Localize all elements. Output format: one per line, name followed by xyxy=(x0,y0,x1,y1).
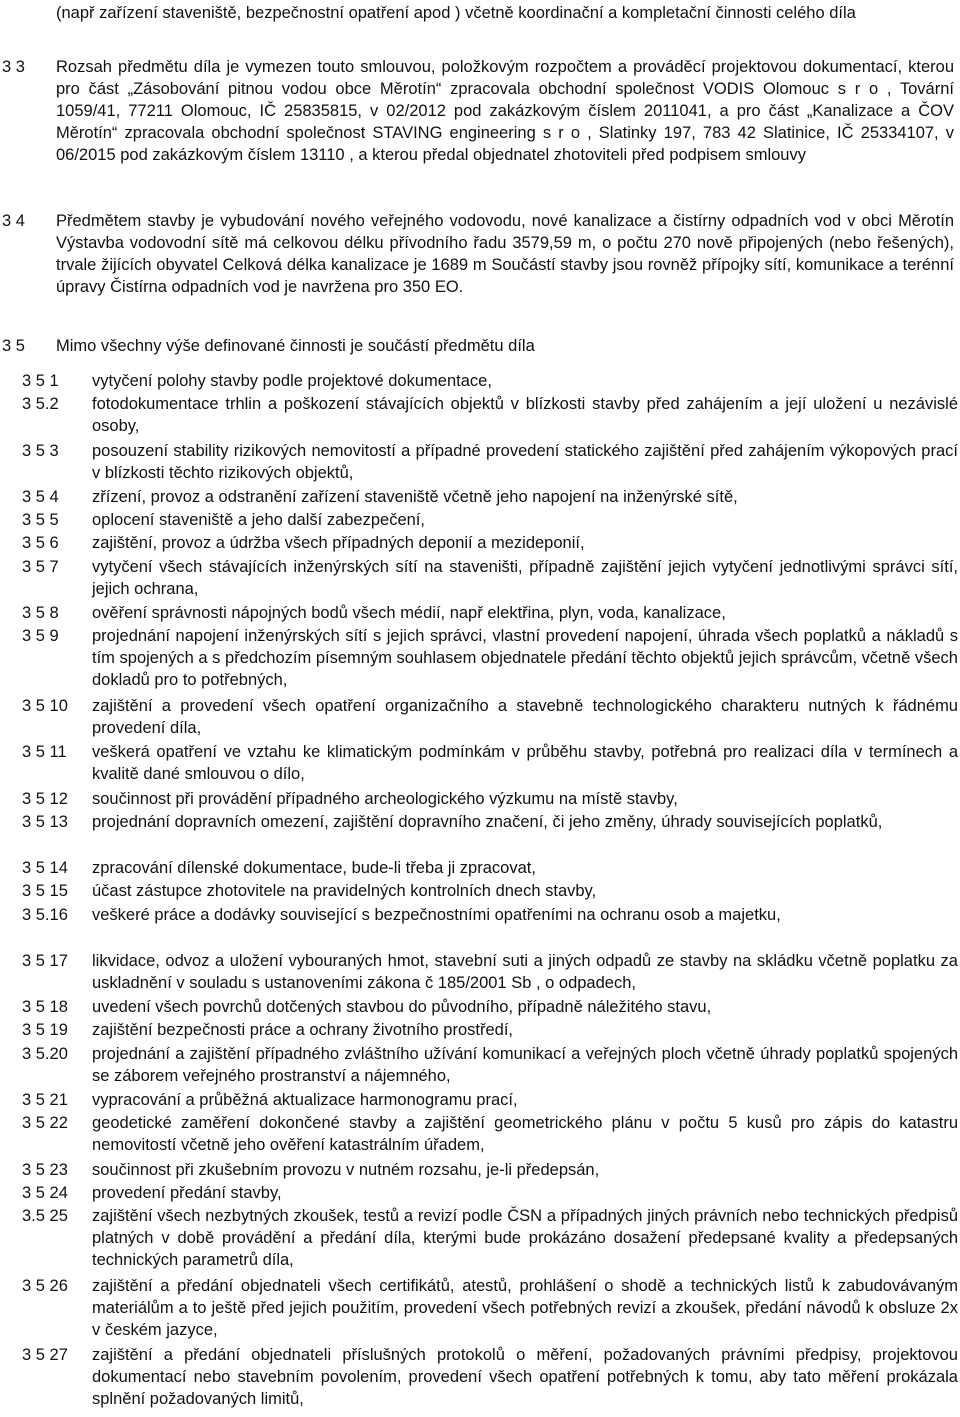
item-text: oplocení staveniště a jeho další zabezpečení, xyxy=(92,511,425,529)
item-text: likvidace, odvoz a uložení vybouraných hmot, stavební suti a jiných odpadů ze stavby na skládku včetně poplatku za uskladnění v souladu s ustanoveními zákona č 185/2001 Sb , o odpadech, xyxy=(92,952,958,992)
intro-paragraph: (např zařízení staveniště, bezpečnostní opatření apod ) včetně koordinační a kompletační činnosti celého díla xyxy=(56,4,856,22)
item-number: 3 5 23 xyxy=(22,1161,68,1179)
item-text: vytyčení polohy stavby podle projektové dokumentace, xyxy=(92,372,492,390)
item-number: 3 5 14 xyxy=(22,859,68,877)
section-number: 3 5 xyxy=(2,337,25,355)
item-text: ověření správnosti nápojných bodů všech médií, např elektřina, plyn, voda, kanalizace, xyxy=(92,604,726,622)
item-text: zajištění a předání objednateli příslušných protokolů o měření, požadovaných právními předpisy, projektovou dokumentací nebo stavebním povolením, provedení všech opatření potřebných k tomu, aby tato měření prokázala splnění požadovaných limitů, xyxy=(92,1346,958,1408)
item-number: 3 5 7 xyxy=(22,558,59,576)
item-text: provedení předání stavby, xyxy=(92,1184,282,1202)
item-text: uvedení všech povrchů dotčených stavbou do původního, případně náležitého stavu, xyxy=(92,998,712,1016)
item-text: součinnost při zkušebním provozu v nutném rozsahu, je-li předepsán, xyxy=(92,1161,600,1179)
item-number: 3 5 12 xyxy=(22,790,68,808)
item-number: 3 5 10 xyxy=(22,697,68,715)
item-text: posouzení stability rizikových nemovitostí a případné provedení statického zajištění před zahájením výkopových prací v blízkosti těchto rizikových objektů, xyxy=(92,442,958,482)
section-text: Rozsah předmětu díla je vymezen touto smlouvou, položkovým rozpočtem a prováděcí projektovou dokumentací, kterou pro část „Zásobování pitnou vodou obce Měrotín“ zpracovala obchodní společnost VODIS Olomouc s r o , Tovární 1059/41, 77211 Olomouc, IČ 25835815, v 02/2012 pod zakázkovým číslem 2011041, a pro část „Kanalizace a ČOV Měrotín“ zpracovala obchodní společnost STAVING engineering s r o , Slatinky 197, 783 42 Slatinice, IČ 25334107, v 06/2015 pod zakázkovým číslem 13110 , a kterou předal objednatel zhotoviteli před podpisem smlouvy xyxy=(56,58,954,164)
item-text: vypracování a průběžná aktualizace harmonogramu prací, xyxy=(92,1091,518,1109)
item-text: zřízení, provoz a odstranění zařízení staveniště včetně jeho napojení na inženýrské sítě, xyxy=(92,488,738,506)
item-text: zpracování dílenské dokumentace, bude-li třeba ji zpracovat, xyxy=(92,859,536,877)
item-number: 3 5 4 xyxy=(22,488,59,506)
item-number: 3 5 26 xyxy=(22,1277,68,1295)
item-number: 3.5 25 xyxy=(22,1207,68,1225)
item-number: 3 5 18 xyxy=(22,998,68,1016)
section-text: Předmětem stavby je vybudování nového veřejného vodovodu, nové kanalizace a čistírny odpadních vod v obci Měrotín Výstavba vodovodní sítě má celkovou délku přívodního řadu 3579,59 m, o počtu 270 nově připojených (nebo řešených), trvale žijících obyvatel Celková délka kanalizace je 1689 m Součástí stavby jsou rovněž přípojky sítí, komunikace a terénní úpravy Čistírna odpadních vod je navržena pro 350 EO. xyxy=(56,212,954,296)
item-number: 3 5.2 xyxy=(22,395,59,413)
item-text: zajištění a provedení všech opatření organizačního a stavebně technologického charakteru nutných k řádnému provedení díla, xyxy=(92,697,958,737)
item-number: 3 5 27 xyxy=(22,1346,68,1364)
item-text: zajištění, provoz a údržba všech případných deponií a mezideponií, xyxy=(92,534,585,552)
item-text: fotodokumentace trhlin a poškození stávajících objektů v blízkosti stavby před zahájením a její uložení u nezávislé osoby, xyxy=(92,395,958,435)
item-text: vytyčení všech stávajících inženýrských sítí na staveništi, případně zajištění jejich vytyčení jednotlivými správci sítí, jejich ochrana, xyxy=(92,558,958,598)
item-number: 3 5 17 xyxy=(22,952,68,970)
item-text: veškerá opatření ve vztahu ke klimatickým podmínkám v průběhu stavby, potřebná pro realizaci díla v termínech a kvalitě dané smlouvou o dílo, xyxy=(92,743,958,783)
item-number: 3 5 15 xyxy=(22,882,68,900)
item-text: účast zástupce zhotovitele na pravidelných kontrolních dnech stavby, xyxy=(92,882,597,900)
item-number: 3 5 13 xyxy=(22,813,68,831)
item-number: 3 5 9 xyxy=(22,627,59,645)
item-text: zajištění všech nezbytných zkoušek, testů a revizí podle ČSN a případných jiných právních nebo technických předpisů platných v době provádění a předání díla, kterými bude prokázáno dosažení předepsané kvality a předepsaných technických parametrů díla, xyxy=(92,1207,958,1269)
section-number: 3 3 xyxy=(2,58,25,76)
item-number: 3 5 24 xyxy=(22,1184,68,1202)
item-number: 3 5 1 xyxy=(22,372,59,390)
item-text: projednání dopravních omezení, zajištění dopravního značení, či jeho změny, úhrady souvisejících poplatků, xyxy=(92,813,883,831)
item-number: 3 5.16 xyxy=(22,906,68,924)
item-number: 3 5 5 xyxy=(22,511,59,529)
item-text: projednání a zajištění případného zvláštního užívání komunikací a veřejných ploch včetně úhrady poplatků spojených se záborem veřejného prostranství a nájemného, xyxy=(92,1045,958,1085)
item-number: 3 5.20 xyxy=(22,1045,68,1063)
section-text: Mimo všechny výše definované činnosti je součástí předmětu díla xyxy=(56,337,535,355)
item-number: 3 5 21 xyxy=(22,1091,68,1109)
item-text: geodetické zaměření dokončené stavby a zajištění geometrického plánu v počtu 5 kusů pro zápis do katastru nemovitostí včetně jeho ověření katastrálním úřadem, xyxy=(92,1114,958,1154)
item-number: 3 5 22 xyxy=(22,1114,68,1132)
item-number: 3 5 6 xyxy=(22,534,59,552)
item-text: veškeré práce a dodávky související s bezpečnostními opatřeními na ochranu osob a majetku, xyxy=(92,906,781,924)
item-number: 3 5 11 xyxy=(22,743,67,761)
item-number: 3 5 3 xyxy=(22,442,59,460)
item-number: 3 5 19 xyxy=(22,1021,68,1039)
item-text: zajištění a předání objednateli všech certifikátů, atestů, prohlášení o shodě a technických listů k zabudovávaným materiálům a to ještě před jejich použitím, provedení všech potřebných revizí a zkoušek, předání návodů k obsluze 2x v českém jazyce, xyxy=(92,1277,958,1339)
item-text: součinnost při provádění případného archeologického výzkumu na místě stavby, xyxy=(92,790,678,808)
item-text: projednání napojení inženýrských sítí s jejich správci, vlastní provedení napojení, úhrada všech poplatků a nákladů s tím spojených a s předchozím písemným souhlasem objednatele předání těchto objektů jejich správcům, včetně všech dokladů pro to potřebných, xyxy=(92,627,958,689)
item-text: zajištění bezpečnosti práce a ochrany životního prostředí, xyxy=(92,1021,513,1039)
section-number: 3 4 xyxy=(2,212,25,230)
item-number: 3 5 8 xyxy=(22,604,59,622)
